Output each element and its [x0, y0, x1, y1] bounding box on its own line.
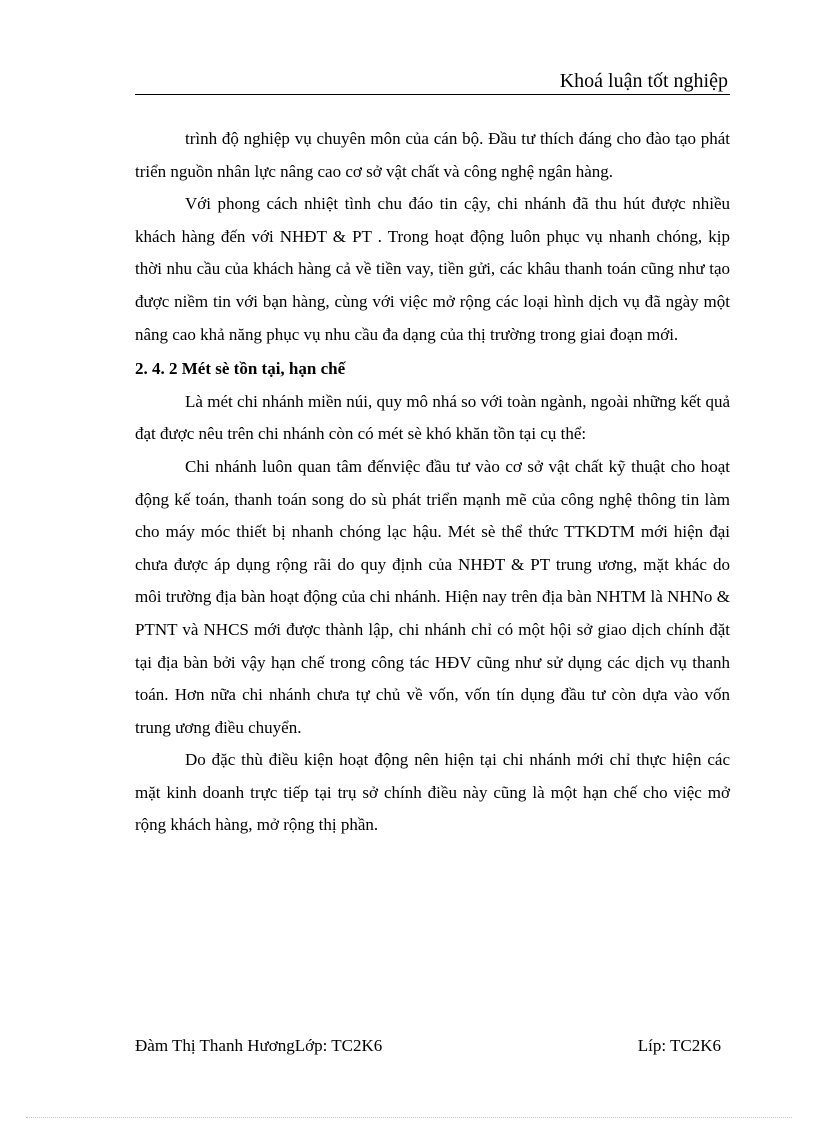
footer-class-right: Líp: TC2K6	[637, 1036, 721, 1055]
footer-author-class: Đàm Thị Thanh HươngLớp: TC2K6	[135, 1036, 383, 1055]
paragraph-business-scope: Do đặc thù điều kiện hoạt động nên hiện tại chi nhánh mới chỉ thực hiện các mặt kinh doanh trực tiếp tại trụ sở chính điều này cũng là một hạn chế cho việc mở rộng khách hàng, mở rộng thị phần.	[135, 750, 730, 835]
paragraph-infrastructure: Chi nhánh luôn quan tâm đếnviệc đầu tư vào cơ sở vật chất kỹ thuật cho hoạt động kế toán, thanh toán song do sù phát triển mạnh mẽ của công nghệ thông tin làm cho máy móc thiết bị nhanh chóng lạc hậu. Mét sè thể thức TTKDTM mới hiện đại chưa được áp dụng rộng rãi do quy định của NHĐT & PT trung ương, mặt khác do môi trường địa bàn hoạt động của chi nhánh. Hiện nay trên địa bàn NHTM là NHNo & PTNT và NHCS mới được thành lập, chi nhánh chỉ có một hội sở giao dịch chính đặt tại địa bàn bởi vậy hạn chế trong công tác HĐV cũng như sử dụng các dịch vụ thanh toán. Hơn nữa chi nhánh chưa tự chủ về vốn, vốn tín dụng đầu tư còn dựa vào vốn trung ương điều chuyển.	[135, 456, 730, 737]
page-bottom-border	[26, 1117, 792, 1118]
paragraph-service-style: Với phong cách nhiệt tình chu đáo tin cậy, chi nhánh đã thu hút được nhiều khách hàng đến với NHĐT & PT . Trong hoạt động luôn phục vụ nhanh chóng, kịp thời nhu cầu của khách hàng cả về tiền vay, tiền gửi, các khâu thanh toán cũng như tạo được niềm tin với bạn hàng, cùng với việc mở rộng các loại hình dịch vụ đã ngày một nâng cao khả năng phục vụ nhu cầu đa dạng của thị trường trong giai đoạn mới.	[135, 194, 730, 344]
page-header-title: Khoá luận tốt nghiệp	[559, 70, 728, 92]
header-divider	[135, 94, 730, 95]
document-body	[135, 123, 730, 842]
paragraph-limitations-intro: Là mét chi nhánh miền núi, quy mô nhá so với toàn ngành, ngoài những kết quả đạt được nêu trên chi nhánh còn có mét sè khó khăn tồn tại cụ thể:	[135, 391, 730, 444]
section-heading: 2. 4. 2 Mét sè tồn tại, hạn chế	[135, 359, 346, 379]
page-footer	[135, 1034, 721, 1058]
paragraph-continuation: trình độ nghiệp vụ chuyên môn của cán bộ. Đầu tư thích đáng cho đào tạo phát triển nguồn nhân lực nâng cao cơ sở vật chất và công nghệ ngân hàng.	[135, 129, 730, 181]
